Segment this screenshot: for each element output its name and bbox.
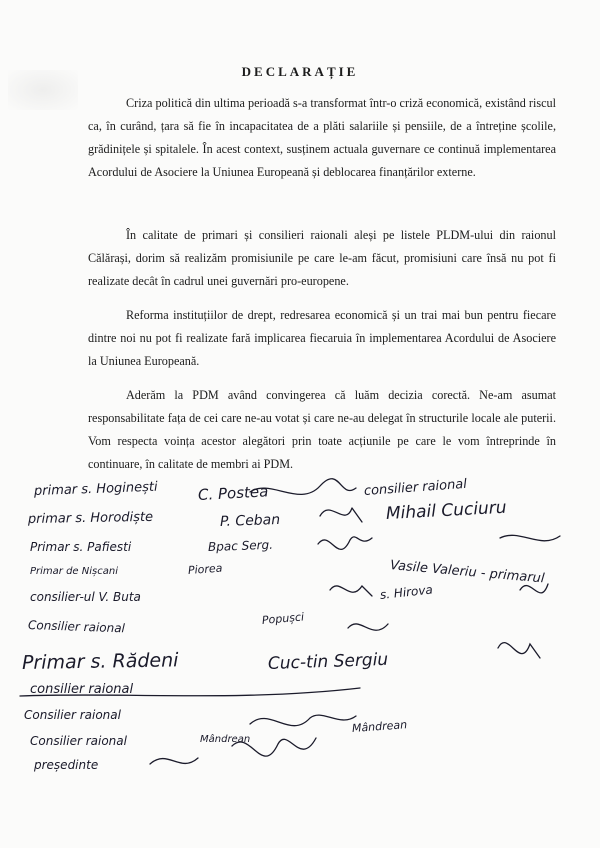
signature-mark-3 [318, 537, 372, 550]
signature-line-1-name: C. Postea [197, 482, 269, 504]
paragraph-2: În calitate de primari și consilieri raionali aleși pe listele PLDM-ului din raionul Călărași, dorim să realizăm promisiunile pe care le-am făcut, promisiuni care însă nu pot fi realizate decât în cadrul unei guvernări pro-europene. [88, 228, 556, 288]
signature-line-4-right: Vasile Valeriu - primarul [389, 558, 546, 587]
signature-line-4-name: Piorea [187, 561, 223, 577]
signatures-block [0, 478, 600, 788]
signature-line-1-right: consilier raional [363, 476, 468, 499]
signature-line-6-left: Consilier raional [27, 618, 126, 636]
signature-mark-4 [500, 535, 560, 541]
signature-line-5-left: consilier-ul V. Buta [30, 590, 141, 604]
signature-line-2-right: Mihail Cuciuru [385, 497, 508, 524]
document-title: DECLARAȚIE [241, 64, 359, 79]
signature-line-10-name: Mândrean [200, 734, 251, 745]
signature-line-4-left: Primar de Nișcani [30, 566, 118, 577]
signature-line-9-left: Consilier raional [24, 708, 121, 722]
signature-line-2-name: P. Ceban [219, 511, 281, 530]
signature-mark-7 [348, 624, 388, 630]
signature-line-5-right: s. Hirova [379, 582, 434, 602]
signature-line-11-left: președinte [34, 758, 99, 772]
signature-line-3-left: Primar s. Pafiesti [30, 540, 132, 554]
signature-line-7-name: Cuc-tin Sergiu [267, 649, 389, 674]
paragraph-3: Reforma instituțiilor de drept, redresarea economică și un trai mai bun pentru fiecare dintre noi nu pot fi realizate fară implicarea fiecaruia în implementarea Acordului de Asociere la Uniunea Europeană. [88, 308, 556, 368]
signature-line-6-name: Popușci [261, 610, 305, 627]
signature-mark-10 [250, 715, 356, 726]
signature-line-3-name: Bpac Serg. [207, 537, 274, 554]
signature-line-10-left: Consilier raional [30, 734, 127, 748]
signature-line-7-left: Primar s. Rădeni [21, 649, 179, 674]
paragraph-1: Criza politică din ultima perioadă s-a transformat într-o criză economică, existând riscul ca, în curând, țara să fie în incapacitatea de a plăti salariile și pensiile, de a întreține școlile, grădinițele și spitalele. În acest context, susținem actuala guvernare ce continuă implementarea Acordului de Asociere la Uniunea Europeană și deblocarea finanțărilor externe. [88, 96, 556, 179]
signature-mark-2 [320, 508, 362, 522]
signature-mark-12 [150, 758, 198, 764]
signature-line-10-right: Mândrean [351, 718, 408, 735]
signature-mark-8 [498, 643, 540, 658]
signature-line-8-left: consilier raional [30, 682, 134, 697]
signature-line-1-left: primar s. Hoginești [33, 479, 158, 499]
paragraph-4: Aderăm la PDM având convingerea că luăm decizia corectă. Ne-am asumat responsabilitate fața de cei care ne-au votat și care ne-au delegat în structurile locale ale puterii. Vom respecta voința acestor alegători prin toate acțiunile pe care le vom întreprinde în continuare, în calitate de membri ai PDM. [88, 388, 556, 471]
signature-line-2-left: primar s. Horodiște [27, 509, 154, 527]
signature-mark-5 [330, 586, 372, 596]
